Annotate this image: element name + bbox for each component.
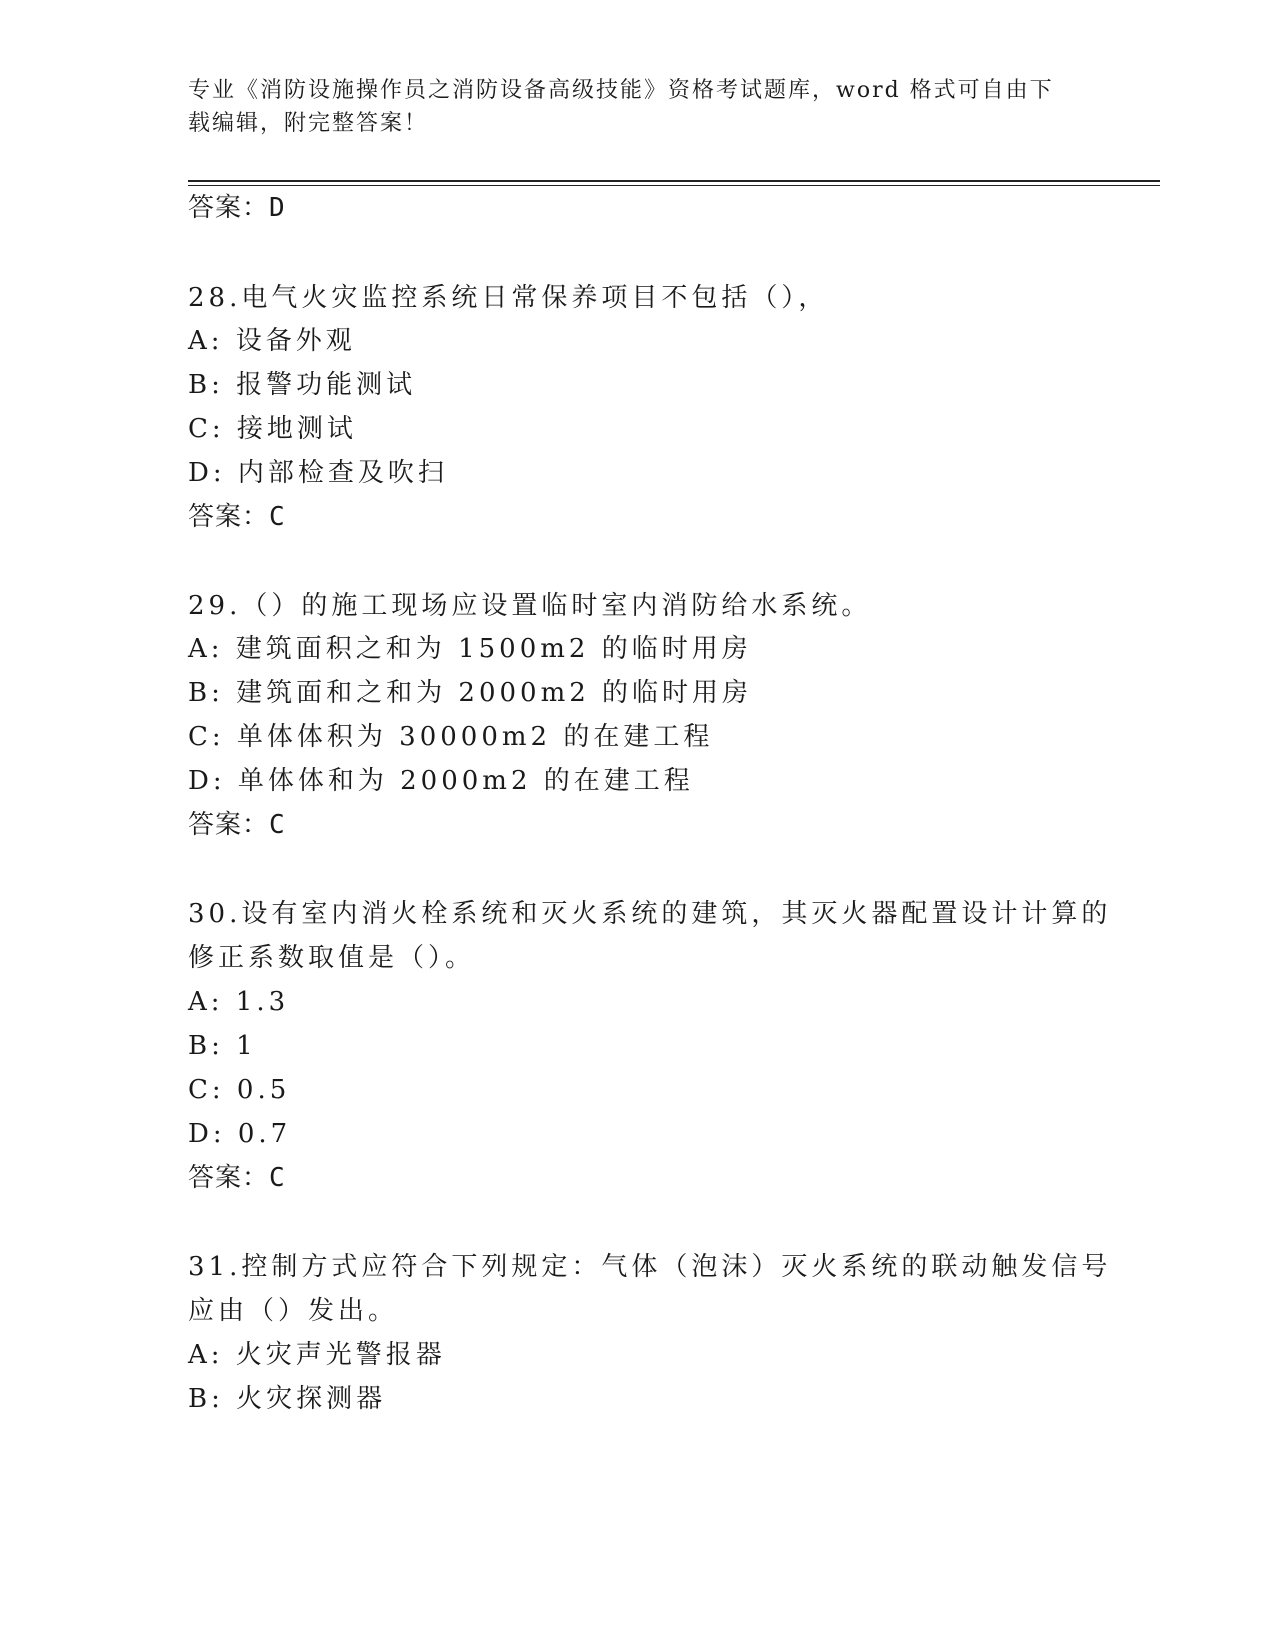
- question-28-option-a: A: 设备外观: [188, 326, 356, 356]
- question-29-option-b: B: 建筑面和之和为 2000m2 的临时用房: [188, 678, 753, 708]
- question-28-answer: 答案：C: [188, 502, 286, 532]
- question-29-option-d: D: 单体体和为 2000m2 的在建工程: [188, 766, 694, 796]
- question-31-option-b: B: 火灾探测器: [188, 1384, 387, 1414]
- question-28-stem: 28.电气火灾监控系统日常保养项目不包括（），: [188, 283, 829, 313]
- question-30-option-c: C: 0.5: [188, 1075, 291, 1105]
- question-29-stem: 29.（）的施工现场应设置临时室内消防给水系统。: [188, 591, 872, 621]
- question-29-answer: 答案：C: [188, 810, 286, 840]
- header-line-1: 专业《消防设施操作员之消防设备高级技能》资格考试题库，word 格式可自由下: [188, 78, 1054, 103]
- header-rule-thick: [188, 180, 1160, 182]
- answer-prev: 答案：D: [188, 193, 286, 223]
- question-30-stem-line-2: 修正系数取值是（）。: [188, 943, 476, 973]
- question-29-option-a: A: 建筑面积之和为 1500m2 的临时用房: [188, 634, 752, 664]
- question-28-option-b: B: 报警功能测试: [188, 370, 417, 400]
- question-31-stem-line-1: 31.控制方式应符合下列规定：气体（泡沫）灭火系统的联动触发信号: [188, 1252, 1112, 1282]
- question-31-option-a: A: 火灾声光警报器: [188, 1340, 446, 1370]
- document-header: [188, 74, 1088, 140]
- question-30-answer: 答案：C: [188, 1163, 286, 1193]
- question-28-option-d: D: 内部检查及吹扫: [188, 458, 448, 488]
- question-29-option-c: C: 单体体积为 30000m2 的在建工程: [188, 722, 714, 752]
- question-31-stem-line-2: 应由（）发出。: [188, 1296, 399, 1326]
- question-30-option-a: A: 1.3: [188, 987, 290, 1017]
- question-30-stem-line-1: 30.设有室内消火栓系统和灭火系统的建筑，其灭火器配置设计计算的: [188, 899, 1112, 929]
- question-30-option-d: D: 0.7: [188, 1119, 292, 1149]
- header-rule-thin: [188, 185, 1160, 186]
- header-line-2: 载编辑，附完整答案！: [188, 111, 429, 136]
- question-28-option-c: C: 接地测试: [188, 414, 357, 444]
- question-30-option-b: B: 1: [188, 1031, 257, 1061]
